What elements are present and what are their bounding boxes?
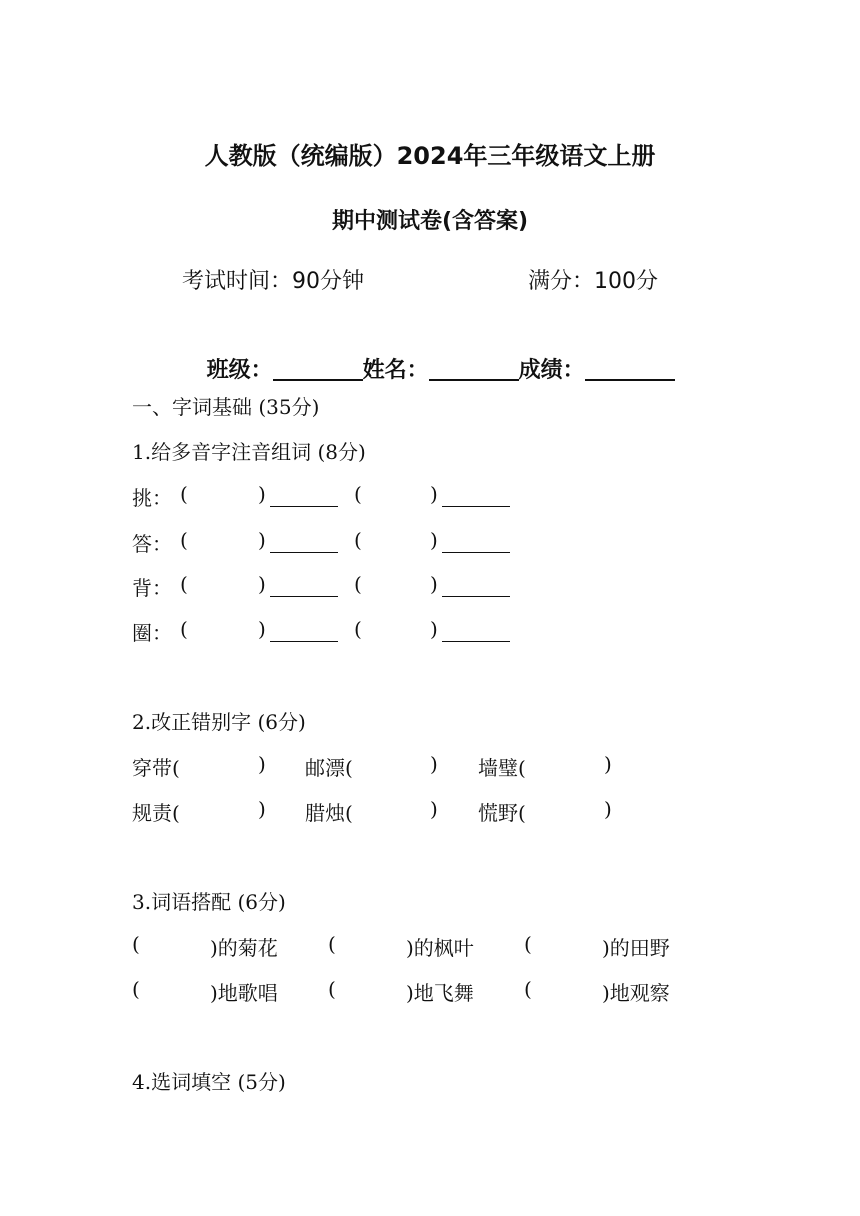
full-score: 满分：100分: [528, 269, 658, 294]
collocation-word: )的菊花: [210, 936, 278, 960]
collocation-word: )的枫叶: [406, 936, 474, 960]
polyphone-char: 圈：: [132, 621, 172, 645]
paren-close: ): [430, 797, 438, 821]
paren-close: ): [430, 482, 438, 506]
polyphone-char: 背：: [132, 576, 172, 600]
paren-open: (: [180, 572, 188, 596]
paren-open: (: [354, 617, 362, 641]
paren-close: ): [430, 617, 438, 641]
wrong-word: 腊烛(: [305, 801, 353, 825]
collocation-word: )的田野: [602, 936, 670, 960]
paren-open: (: [354, 572, 362, 596]
answer-blank[interactable]: [270, 619, 338, 642]
paren-close: ): [430, 528, 438, 552]
polyphone-char: 挑：: [132, 486, 172, 510]
score-blank[interactable]: [585, 357, 675, 381]
wrong-word: 墙璧(: [478, 756, 526, 780]
class-blank[interactable]: [273, 357, 363, 381]
wrong-word: 穿带(: [132, 756, 180, 780]
paren-close: ): [258, 797, 266, 821]
wrong-word: 规责(: [132, 801, 180, 825]
paren-close: ): [258, 528, 266, 552]
question-title: 1.给多音字注音组词 (8分): [132, 440, 366, 464]
collocation-word: )地观察: [602, 981, 670, 1005]
name-blank[interactable]: [429, 357, 519, 381]
paren-open: (: [180, 528, 188, 552]
answer-blank[interactable]: [270, 530, 338, 553]
name-label: 姓名：: [362, 358, 429, 383]
question-title: 4.选词填空 (5分): [132, 1070, 286, 1094]
paren-open: (: [524, 932, 532, 956]
answer-blank[interactable]: [442, 619, 510, 642]
exam-title: 人教版（统编版）2024年三年级语文上册: [204, 142, 656, 170]
collocation-word: )地飞舞: [406, 981, 474, 1005]
section-heading: 一、字词基础 (35分): [132, 395, 320, 419]
exam-subtitle: 期中测试卷(含答案): [331, 209, 529, 234]
paren-close: ): [258, 617, 266, 641]
collocation-word: )地歌唱: [210, 981, 278, 1005]
paren-close: ): [258, 572, 266, 596]
answer-blank[interactable]: [442, 530, 510, 553]
paren-open: (: [328, 977, 336, 1001]
answer-blank[interactable]: [442, 484, 510, 507]
paren-close: ): [430, 572, 438, 596]
question-title: 3.词语搭配 (6分): [132, 890, 286, 914]
polyphone-char: 答：: [132, 532, 172, 556]
exam-time: 考试时间：90分钟: [182, 269, 364, 294]
wrong-word: 慌野(: [478, 801, 526, 825]
paren-open: (: [180, 482, 188, 506]
paren-open: (: [354, 482, 362, 506]
paren-close: ): [258, 752, 266, 776]
paren-close: ): [430, 752, 438, 776]
score-label: 成绩：: [518, 358, 585, 383]
paren-open: (: [132, 977, 140, 1001]
paren-open: (: [180, 617, 188, 641]
paren-open: (: [328, 932, 336, 956]
paren-close: ): [604, 752, 612, 776]
paren-close: ): [258, 482, 266, 506]
paren-open: (: [132, 932, 140, 956]
answer-blank[interactable]: [270, 484, 338, 507]
answer-blank[interactable]: [442, 574, 510, 597]
answer-blank[interactable]: [270, 574, 338, 597]
paren-open: (: [524, 977, 532, 1001]
wrong-word: 邮漂(: [305, 756, 353, 780]
class-label: 班级：: [206, 358, 273, 383]
question-title: 2.改正错别字 (6分): [132, 710, 306, 734]
paren-open: (: [354, 528, 362, 552]
paren-close: ): [604, 797, 612, 821]
